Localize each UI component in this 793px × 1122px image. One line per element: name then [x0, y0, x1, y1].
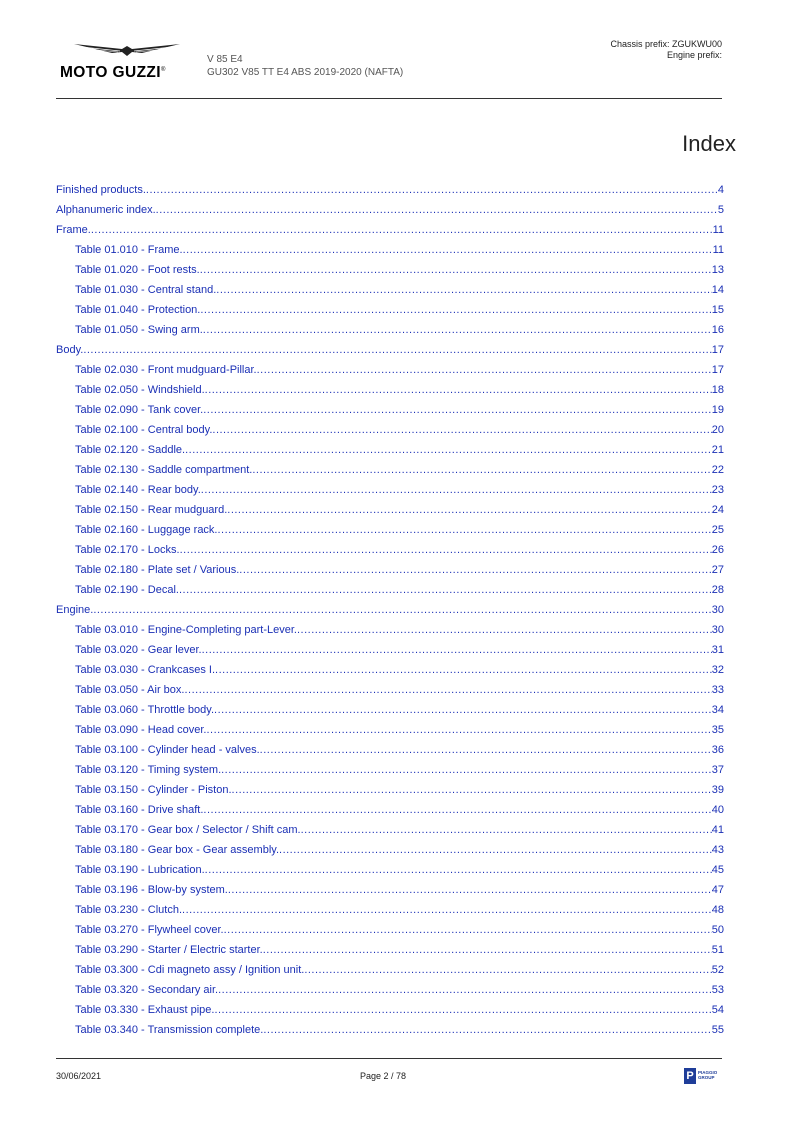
- engine-prefix: Engine prefix:: [666, 50, 722, 60]
- toc-entry[interactable]: [56, 724, 724, 744]
- toc-dot-leader: [227, 504, 711, 516]
- toc-entry[interactable]: [56, 964, 724, 984]
- toc-dot-leader: [279, 844, 712, 856]
- toc-entry-page[interactable]: 54: [711, 1004, 724, 1016]
- toc-entry-page[interactable]: 14: [711, 284, 724, 296]
- toc-entry-label[interactable]: Table 03.290 - Starter / Electric starter.: [75, 944, 263, 956]
- toc-entry[interactable]: [56, 704, 724, 724]
- toc-entry[interactable]: [56, 484, 724, 504]
- toc-entry-page[interactable]: 11: [712, 224, 724, 236]
- toc-entry-label[interactable]: Table 03.180 - Gear box - Gear assembly.: [75, 844, 280, 856]
- toc-entry[interactable]: [56, 344, 724, 364]
- toc-dot-leader: [221, 764, 712, 776]
- toc-entry-label[interactable]: Table 02.120 - Saddle.: [75, 444, 186, 456]
- toc-entry-label[interactable]: Table 03.230 - Clutch.: [75, 904, 183, 916]
- toc-entry-page[interactable]: 24: [711, 504, 724, 516]
- toc-entry-label[interactable]: Table 02.180 - Plate set / Various.: [75, 564, 240, 576]
- toc-entry-page[interactable]: 31: [711, 644, 724, 656]
- moto-guzzi-logo: [56, 40, 196, 80]
- toc-entry[interactable]: [56, 984, 724, 1004]
- toc-entry-page[interactable]: 34: [711, 704, 724, 716]
- toc-entry-label[interactable]: Table 02.150 - Rear mudguard.: [75, 504, 228, 516]
- toc-entry-label[interactable]: Table 03.120 - Timing system.: [75, 764, 222, 776]
- toc-entry-label[interactable]: Table 03.010 - Engine-Completing part-Lever.: [75, 624, 297, 636]
- toc-entry[interactable]: [56, 504, 724, 524]
- toc-dot-leader: [304, 964, 711, 976]
- toc-dot-leader: [252, 464, 711, 476]
- model-description: GU302 V85 TT E4 ABS 2019-2020 (NAFTA): [207, 67, 404, 78]
- toc-dot-leader: [83, 344, 711, 356]
- toc-entry-label[interactable]: Table 03.270 - Flywheel cover.: [75, 924, 224, 936]
- toc-dot-leader: [263, 944, 712, 956]
- toc-dot-leader: [200, 304, 711, 316]
- toc-dot-leader: [185, 444, 712, 456]
- toc-entry-label[interactable]: Table 03.030 - Crankcases I.: [75, 664, 216, 676]
- toc-dot-leader: [260, 744, 712, 756]
- footer-date: 30/06/2021: [56, 1071, 102, 1081]
- toc-entry-label[interactable]: Table 03.060 - Throttle body.: [75, 704, 215, 716]
- toc-entry-label[interactable]: Table 02.140 - Rear body.: [75, 484, 201, 496]
- toc-entry[interactable]: [56, 264, 724, 284]
- toc-dot-leader: [156, 204, 718, 216]
- toc-entry[interactable]: [56, 824, 724, 844]
- toc-entry-page[interactable]: 41: [711, 824, 724, 836]
- toc-dot-leader: [202, 644, 712, 656]
- toc-entry[interactable]: [56, 624, 724, 644]
- toc-entry[interactable]: [56, 924, 724, 944]
- toc-dot-leader: [239, 564, 711, 576]
- toc-dot-leader: [184, 684, 711, 696]
- toc-entry-label[interactable]: Frame.: [56, 224, 91, 236]
- toc-entry[interactable]: [56, 384, 724, 404]
- toc-entry-page[interactable]: 53: [711, 984, 724, 996]
- toc-entry-page[interactable]: 17: [711, 364, 724, 376]
- toc-entry[interactable]: [56, 604, 724, 624]
- toc-dot-leader: [179, 584, 712, 596]
- toc-dot-leader: [216, 284, 711, 296]
- toc-entry-page[interactable]: 19: [711, 404, 724, 416]
- toc-entry-page[interactable]: 37: [711, 764, 724, 776]
- toc-entry[interactable]: [56, 224, 724, 244]
- toc-entry[interactable]: [56, 944, 724, 964]
- toc-entry[interactable]: [56, 804, 724, 824]
- toc-entry-page[interactable]: 48: [711, 904, 724, 916]
- toc-entry-page[interactable]: 55: [711, 1024, 724, 1036]
- toc-entry-page[interactable]: 36: [711, 744, 724, 756]
- toc-entry-label[interactable]: Table 03.320 - Secondary air.: [75, 984, 219, 996]
- page-number: Page 2 / 78: [360, 1071, 407, 1081]
- toc-entry-label[interactable]: Body.: [56, 344, 84, 356]
- toc-dot-leader: [224, 924, 712, 936]
- toc-entry-label[interactable]: Table 03.150 - Cylinder - Piston.: [75, 784, 232, 796]
- toc-dot-leader: [214, 704, 712, 716]
- toc-entry[interactable]: [56, 684, 724, 704]
- toc-entry-page[interactable]: 43: [711, 844, 724, 856]
- toc-entry-page[interactable]: 16: [711, 324, 724, 336]
- toc-dot-leader: [263, 1024, 711, 1036]
- toc-dot-leader: [205, 864, 712, 876]
- toc-dot-leader: [232, 784, 712, 796]
- toc-dot-leader: [183, 244, 713, 256]
- toc-entry-label[interactable]: Table 02.090 - Tank cover.: [75, 404, 204, 416]
- toc-dot-leader: [218, 984, 712, 996]
- toc-dot-leader: [203, 404, 712, 416]
- toc-entry-label[interactable]: Table 02.100 - Central body.: [75, 424, 213, 436]
- toc-entry-page[interactable]: 5: [717, 204, 724, 216]
- toc-entry-page[interactable]: 30: [711, 604, 724, 616]
- toc-entry-label[interactable]: Table 03.020 - Gear lever.: [75, 644, 202, 656]
- toc-entry-label[interactable]: Table 03.170 - Gear box / Selector / Shift cam.: [75, 824, 301, 836]
- page-header: [56, 36, 722, 100]
- toc-entry[interactable]: [56, 204, 724, 224]
- chassis-prefix: Chassis prefix: ZGUKWU00: [610, 39, 722, 49]
- toc-entry-label[interactable]: Finished products.: [56, 184, 146, 196]
- toc-entry[interactable]: [56, 544, 724, 564]
- toc-entry-page[interactable]: 45: [711, 864, 724, 876]
- toc-entry[interactable]: [56, 904, 724, 924]
- toc-entry-page[interactable]: 30: [711, 624, 724, 636]
- toc-entry-page[interactable]: 50: [711, 924, 724, 936]
- toc-entry-label[interactable]: Table 03.340 - Transmission complete.: [75, 1024, 264, 1036]
- toc-entry-label[interactable]: Table 02.190 - Decal.: [75, 584, 179, 596]
- toc-entry-label[interactable]: Table 03.100 - Cylinder head - valves.: [75, 744, 260, 756]
- toc-entry[interactable]: [56, 424, 724, 444]
- toc-entry[interactable]: [56, 304, 724, 324]
- toc-entry-page[interactable]: 23: [711, 484, 724, 496]
- toc-entry[interactable]: [56, 464, 724, 484]
- toc-entry[interactable]: [56, 644, 724, 664]
- toc-entry-page[interactable]: 25: [711, 524, 724, 536]
- toc-entry-label[interactable]: Table 01.010 - Frame.: [75, 244, 183, 256]
- toc-entry[interactable]: [56, 884, 724, 904]
- toc-entry-page[interactable]: 26: [711, 544, 724, 556]
- toc-dot-leader: [206, 724, 711, 736]
- toc-dot-leader: [146, 184, 718, 196]
- toc-entry-label[interactable]: Table 01.020 - Foot rests.: [75, 264, 200, 276]
- piaggio-group-logo: [684, 1068, 722, 1086]
- toc-entry[interactable]: [56, 244, 724, 264]
- toc-dot-leader: [91, 224, 713, 236]
- toc-entry-page[interactable]: 20: [711, 424, 724, 436]
- logo-text: MOTO GUZZI®: [60, 64, 166, 81]
- toc-entry-page[interactable]: 27: [711, 564, 724, 576]
- prefix-info: [610, 39, 722, 61]
- toc-entry-label[interactable]: Table 03.330 - Exhaust pipe.: [75, 1004, 215, 1016]
- page-title: Index: [682, 131, 736, 156]
- toc-entry-page[interactable]: 52: [711, 964, 724, 976]
- toc-entry-label[interactable]: Table 03.160 - Drive shaft.: [75, 804, 204, 816]
- toc-entry-page[interactable]: 17: [711, 344, 724, 356]
- toc-dot-leader: [297, 624, 712, 636]
- toc-entry-page[interactable]: 39: [711, 784, 724, 796]
- toc-entry-page[interactable]: 35: [711, 724, 724, 736]
- model-name: V 85 E4: [207, 54, 243, 65]
- toc-entry[interactable]: [56, 524, 724, 544]
- toc-dot-leader: [200, 264, 712, 276]
- toc-entry-label[interactable]: Table 03.196 - Blow-by system.: [75, 884, 228, 896]
- toc-entry[interactable]: [56, 664, 724, 684]
- model-info: [207, 53, 403, 79]
- piaggio-logo-mark: P: [684, 1068, 696, 1084]
- toc-entry-page[interactable]: 33: [711, 684, 724, 696]
- toc-entry[interactable]: [56, 324, 724, 344]
- toc-entry-label[interactable]: Table 02.030 - Front mudguard-Pillar.: [75, 364, 257, 376]
- toc-entry-label[interactable]: Alphanumeric index.: [56, 204, 156, 216]
- toc-entry[interactable]: [56, 1024, 724, 1044]
- toc-entry-label[interactable]: Table 03.050 - Air box.: [75, 684, 185, 696]
- toc-dot-leader: [228, 884, 712, 896]
- toc-entry-page[interactable]: 40: [711, 804, 724, 816]
- toc-dot-leader: [201, 484, 712, 496]
- toc-entry[interactable]: [56, 564, 724, 584]
- toc-entry[interactable]: [56, 364, 724, 384]
- header-divider: [56, 98, 722, 99]
- toc-entry-page[interactable]: 18: [711, 384, 724, 396]
- toc-entry-label[interactable]: Table 01.040 - Protection.: [75, 304, 201, 316]
- toc-dot-leader: [214, 1004, 711, 1016]
- toc-dot-leader: [205, 384, 712, 396]
- toc-entry[interactable]: [56, 784, 724, 804]
- toc-dot-leader: [218, 524, 712, 536]
- toc-entry[interactable]: [56, 1004, 724, 1024]
- toc-dot-leader: [93, 604, 711, 616]
- toc-entry-page[interactable]: 13: [711, 264, 724, 276]
- toc-entry-label[interactable]: Table 03.300 - Cdi magneto assy / Ignition unit.: [75, 964, 305, 976]
- toc-entry[interactable]: [56, 404, 724, 424]
- toc-entry[interactable]: [56, 584, 724, 604]
- eagle-icon: [72, 40, 182, 62]
- toc-entry-page[interactable]: 4: [717, 184, 724, 196]
- toc-entry[interactable]: [56, 864, 724, 884]
- toc-entry-label[interactable]: Table 03.090 - Head cover.: [75, 724, 207, 736]
- toc-entry-page[interactable]: 28: [711, 584, 724, 596]
- toc-entry-label[interactable]: Table 02.160 - Luggage rack.: [75, 524, 218, 536]
- toc-entry-page[interactable]: 11: [712, 244, 724, 256]
- toc-dot-leader: [257, 364, 712, 376]
- table-of-contents: [56, 184, 724, 1044]
- toc-dot-leader: [212, 424, 711, 436]
- toc-entry-label[interactable]: Table 02.130 - Saddle compartment.: [75, 464, 253, 476]
- toc-entry-label[interactable]: Table 01.030 - Central stand.: [75, 284, 217, 296]
- toc-entry-page[interactable]: 32: [711, 664, 724, 676]
- toc-entry-page[interactable]: 15: [711, 304, 724, 316]
- toc-entry-label[interactable]: Engine.: [56, 604, 94, 616]
- toc-entry[interactable]: [56, 764, 724, 784]
- toc-dot-leader: [301, 824, 712, 836]
- toc-dot-leader: [203, 804, 711, 816]
- toc-dot-leader: [215, 664, 712, 676]
- toc-entry-label[interactable]: Table 03.190 - Lubrication.: [75, 864, 205, 876]
- toc-entry-page[interactable]: 21: [711, 444, 724, 456]
- toc-entry-page[interactable]: 22: [711, 464, 724, 476]
- toc-entry[interactable]: [56, 284, 724, 304]
- toc-entry-page[interactable]: 47: [711, 884, 724, 896]
- toc-entry-label[interactable]: Table 01.050 - Swing arm.: [75, 324, 203, 336]
- toc-entry[interactable]: [56, 444, 724, 464]
- toc-entry[interactable]: [56, 184, 724, 204]
- toc-entry-label[interactable]: Table 02.170 - Locks.: [75, 544, 180, 556]
- piaggio-logo-text: PIAGGIO GROUP: [698, 1070, 718, 1080]
- toc-dot-leader: [180, 544, 712, 556]
- toc-entry[interactable]: [56, 744, 724, 764]
- toc-entry-page[interactable]: 51: [711, 944, 724, 956]
- toc-entry[interactable]: [56, 844, 724, 864]
- toc-dot-leader: [182, 904, 712, 916]
- toc-entry-label[interactable]: Table 02.050 - Windshield.: [75, 384, 205, 396]
- footer-divider: [56, 1058, 722, 1059]
- toc-dot-leader: [203, 324, 712, 336]
